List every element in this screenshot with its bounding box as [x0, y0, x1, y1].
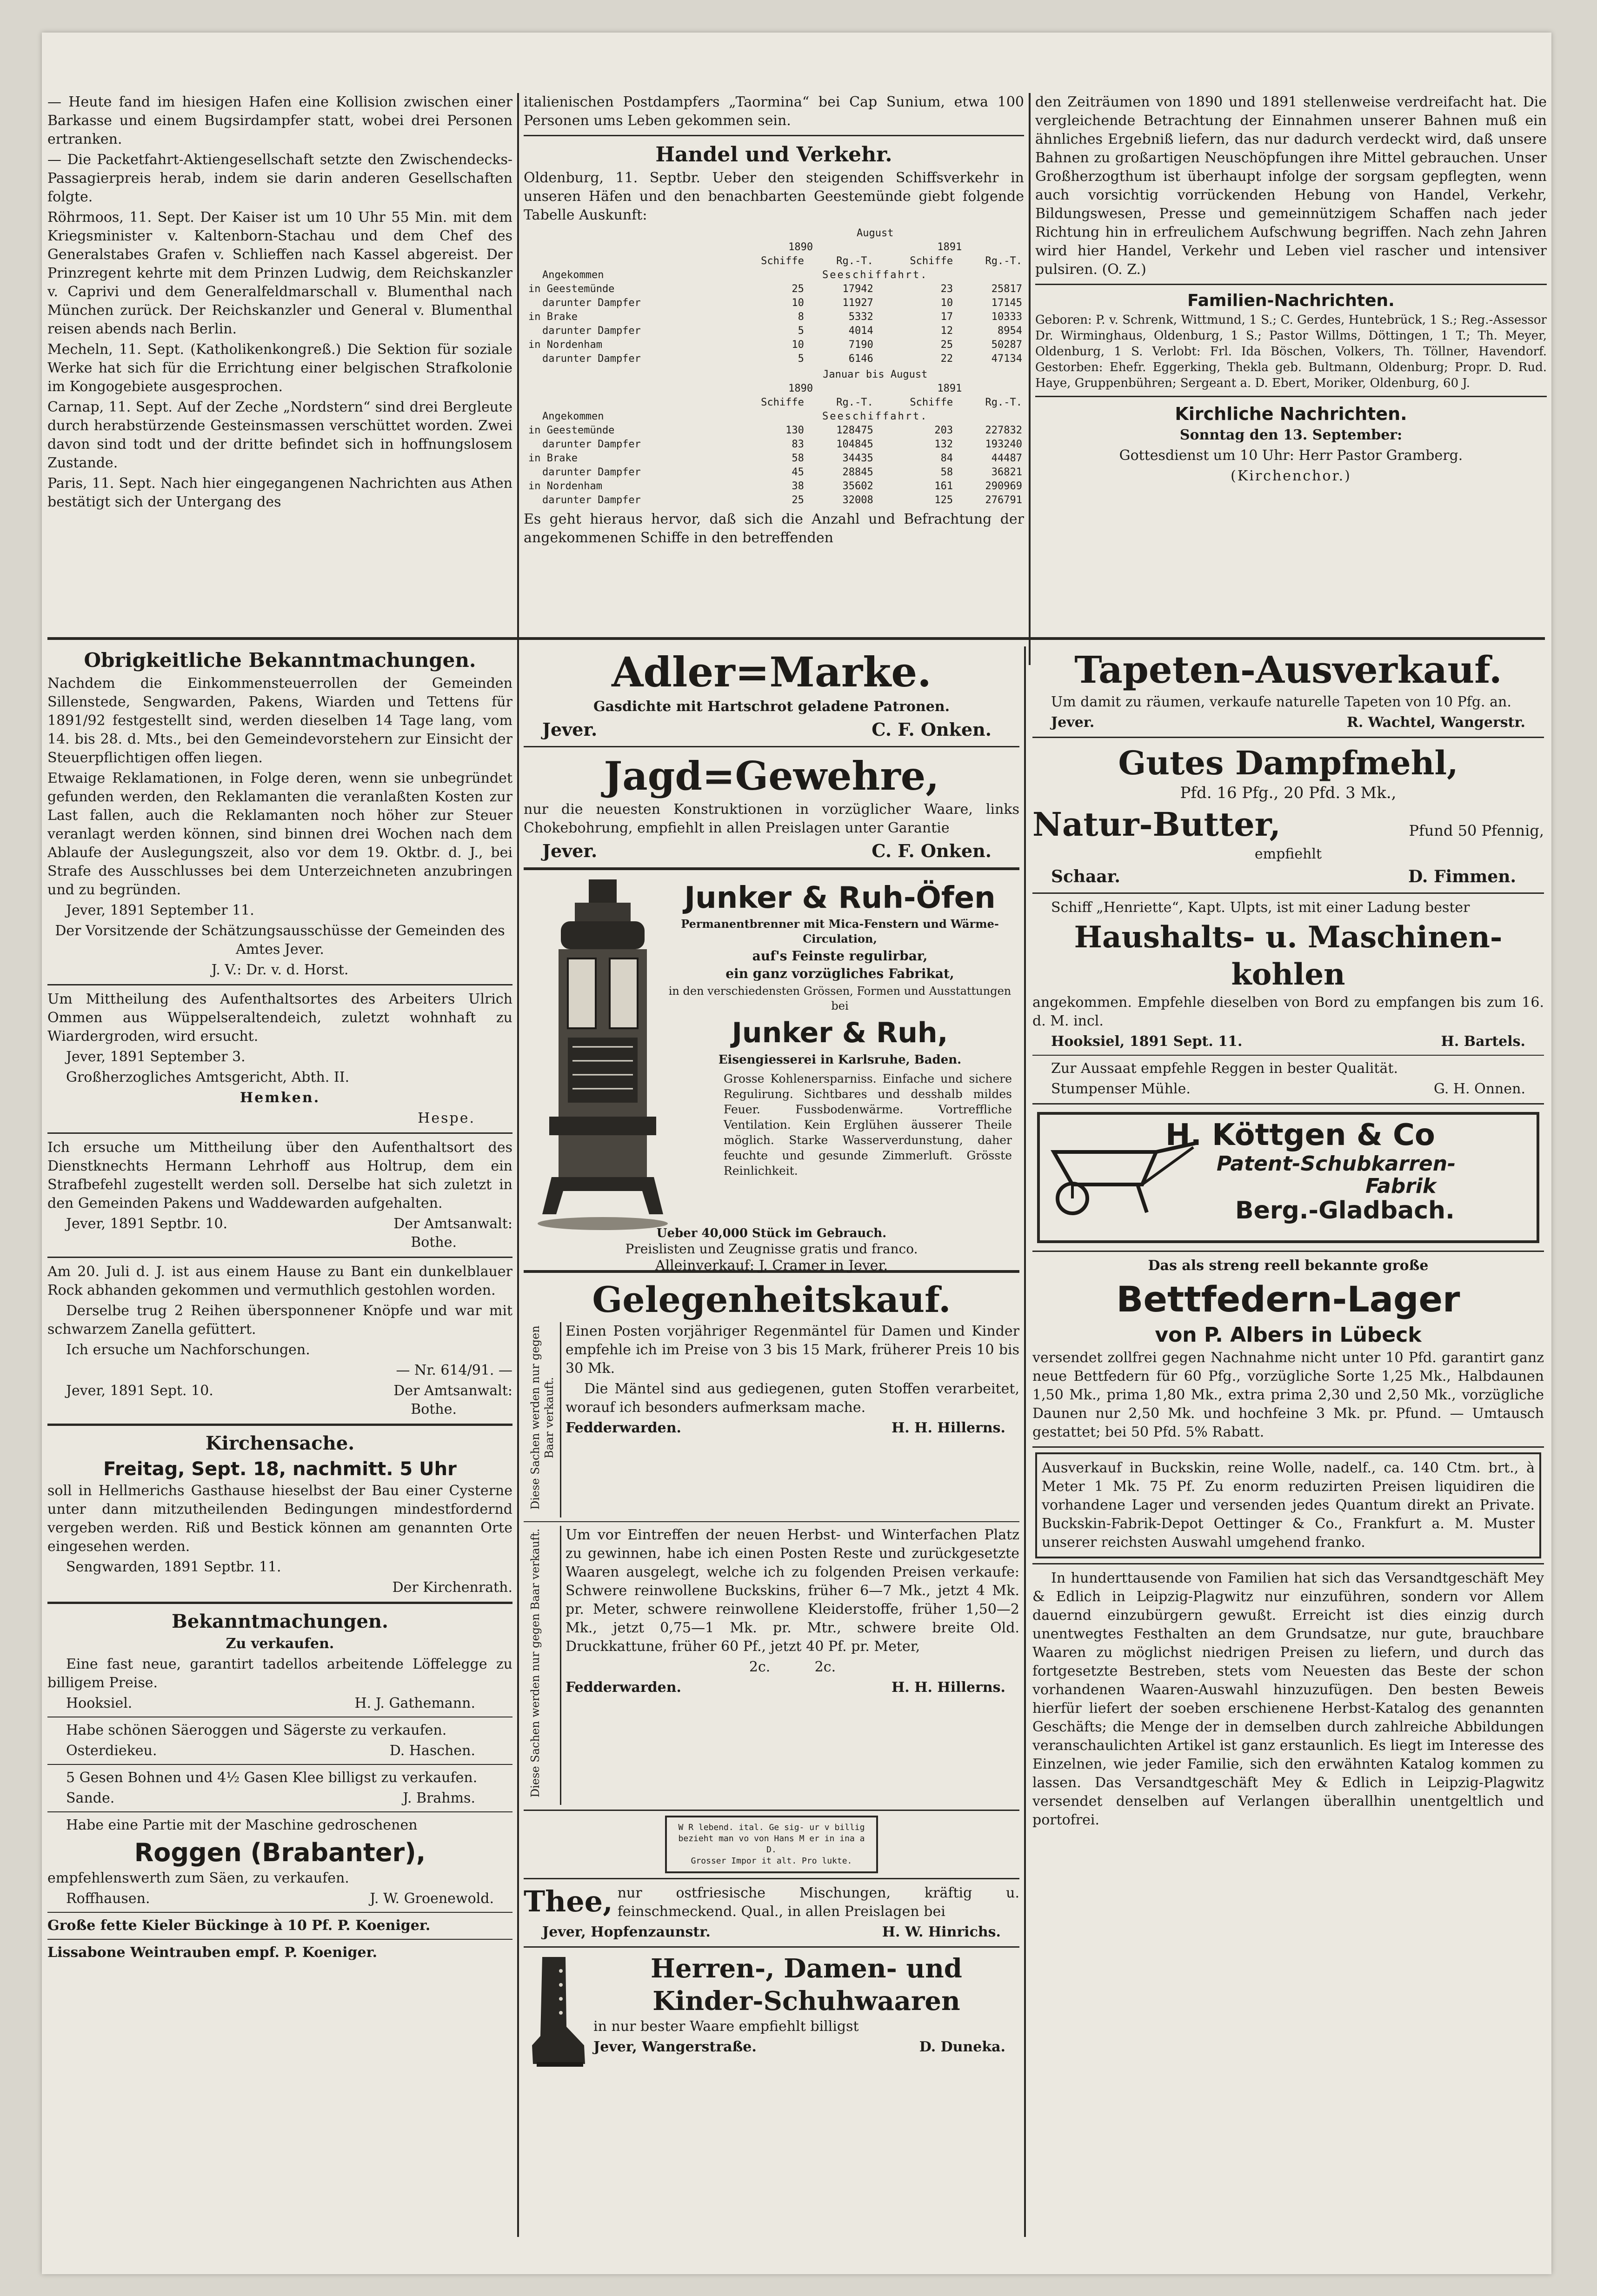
ad-text: Habe eine Partie mit der Maschine gedroschenen: [66, 1817, 418, 1833]
subheading: Zu verkaufen.: [226, 1636, 334, 1652]
news-paragraph: Carnap, 11. Sept. Auf der Zeche „Nordstern“ sind drei Bergleute durch herabstürzende Gesteinsmassen verschüttet worden. Zwei davon sind todt und der dritte befindet sich in hoffnungslosem Zustande.: [47, 399, 512, 471]
divider: [1032, 1563, 1544, 1564]
table-cell: 10: [792, 339, 804, 351]
table-cell: 5: [798, 353, 804, 365]
table-sub: Seeschiffahrt.: [822, 411, 928, 422]
handel-outro: Es geht hieraus hervor, daß sich die Anzahl und Befrachtung der angekommenen Schiffe in den betreffenden: [524, 511, 1024, 546]
news-paragraph: Mecheln, 11. Sept. (Katholikenkongreß.) Die Sektion für soziale Werke hat sich für die Errichtung einer belgischen Strafkolonie im Kongogebiete ausgesprochen.: [47, 341, 512, 395]
table-row: [524, 466, 1024, 479]
ad-koettgen: [1037, 1112, 1539, 1243]
ad-name: H. W. Hinrichs.: [882, 1924, 1001, 1940]
handel-intro: Oldenburg, 11. Septbr. Ueber den steigenden Schiffsverkehr in unseren Häfen und den benachbarten Geestemünde giebt folgende Tabelle Auskunft:: [524, 170, 1024, 223]
ad-gelegenheit-2: [524, 1526, 1019, 1805]
ad-name: R. Wachtel, Wangerstr.: [1346, 714, 1525, 731]
ad-footer: [524, 1923, 1019, 1942]
notice-signer: Der Kirchenrath.: [392, 1579, 512, 1596]
top-column-1: [47, 93, 512, 660]
col-head: Rg.-T.: [985, 255, 1022, 267]
news-paragraph: Paris, 11. Sept. Nach hier eingegangenen Nachrichten aus Athen bestätigt sich der Untergang des: [47, 475, 512, 510]
ad-junker-name: Junker & Ruh,: [732, 1017, 948, 1049]
ad-butter: [1032, 804, 1544, 845]
ad-thee: [524, 1884, 1019, 1923]
ad-place: Osterdiekeu.: [66, 1743, 157, 1759]
divider: [1032, 1446, 1544, 1448]
table-cell: 12: [940, 325, 953, 337]
news-paragraph: — Heute fand im hiesigen Hafen eine Kollision zwischen einer Barkasse und einem Bugsirdampfer statt, wobei drei Personen ertranken.: [47, 94, 512, 147]
table-cell: 36821: [991, 466, 1022, 478]
table-cell: 10333: [991, 311, 1022, 323]
notice-number: — Nr. 614/91. —: [396, 1362, 512, 1378]
ad-koettgen-line: Patent-Schubkarren-: [1217, 1152, 1456, 1176]
ad-buckskin: [1035, 1452, 1541, 1558]
row-label: Angekommen: [542, 269, 604, 281]
ad-junker: [524, 875, 1019, 1274]
table-row: [524, 452, 1024, 466]
ad-place: Fedderwarden.: [566, 1679, 681, 1696]
divider: [47, 984, 512, 985]
ad-wine-line: bezieht man vo von Hans M er in ina a D.: [678, 1834, 865, 1855]
ad-junker-line: Permanentbrenner mit Mica-Fenstern und Wärme-Circulation,: [681, 917, 999, 945]
divider: [47, 1912, 512, 1913]
newspaper-page: [42, 33, 1551, 2274]
ad-gelegenheit-title: Gelegenheitskauf.: [592, 1279, 951, 1320]
table-cell: 25: [792, 494, 804, 506]
ad-junker-line: Ueber 40,000 Stück im Gebrauch.: [656, 1226, 887, 1240]
row-label: in Geestemünde: [528, 283, 615, 295]
notice-signer: Bothe.: [411, 1234, 457, 1251]
table-cell: 45: [792, 466, 804, 478]
ad-text: Um damit zu räumen, verkaufe naturelle Tapeten von 10 Pfg. an.: [1051, 694, 1511, 710]
year-1890: 1890: [788, 241, 813, 253]
column-divider: [1024, 646, 1026, 2237]
row-label: in Nordenham: [528, 480, 602, 492]
col-head: Schiffe: [761, 397, 804, 408]
row-label: darunter Dampfer: [542, 325, 641, 337]
ad-footer: [47, 1890, 512, 1908]
ad-text: 5 Gesen Bohnen und 4½ Gasen Klee billigst zu verkaufen.: [66, 1770, 478, 1786]
notice-signer: Großherzogliches Amtsgericht, Abth. II.: [66, 1069, 350, 1085]
table-row: [524, 479, 1024, 493]
table-cell: 22: [940, 353, 953, 365]
table-cell: 25817: [991, 283, 1022, 295]
ad-junker-line: in den verschiedensten Grössen, Formen und Ausstattungen bei: [668, 985, 1011, 1012]
notice-signer: J. V.: Dr. v. d. Horst.: [211, 962, 349, 978]
table-cell: 44487: [991, 453, 1022, 464]
ad-place: Hooksiel.: [66, 1695, 133, 1711]
ad-bett-title: Bettfedern-Lager: [1116, 1278, 1460, 1320]
table-cell: 32008: [842, 494, 873, 506]
column-divider: [517, 93, 519, 665]
column-divider: [1029, 93, 1031, 665]
cash-only-note: Diese Sachen werden nur gegen Baar verkauft.: [529, 1528, 542, 1798]
row-label: darunter Dampfer: [542, 297, 641, 309]
ad-junker-line: Preislisten und Zeugnisse gratis und franco.: [625, 1241, 918, 1257]
top-column-3: [1035, 93, 1547, 665]
table-row: [524, 438, 1024, 452]
divider: [47, 1132, 512, 1134]
ad-koettgen-line: Fabrik: [1365, 1174, 1437, 1198]
heading-obrigkeitlich: Obrigkeitliche Bekanntmachungen.: [84, 649, 476, 672]
table-row: [524, 493, 1024, 507]
col-head: Rg.-T.: [836, 397, 873, 408]
top-column-2: [524, 93, 1024, 665]
table-cell: 84: [940, 453, 953, 464]
ad-place: Jever, Hopfenzaunstr.: [542, 1924, 711, 1940]
ad-text: In hunderttausende von Familien hat sich das Versandtgeschäft Mey & Edlich in Leipzig-Plagwitz nur einzuführen, sondern vor Allem dauernd einzubürgern gewußt. Erreicht ist dies einzig durch unentwegtes Festhalten an dem Grundsatze, nur gute, brauchbare Waaren zu möglichst niedrigen Preisen zu liefern, und durch das fortgesetzte Bestreben, stets vom Neuesten das Beste der schon vorhandenen Waaren-Auswahl hinzuzufügen. Den besten Beweis hierfür liefert der soeben erschienene Herbst-Katalog des genannten Geschäfts; die Menge der in demselben durch zahlreiche Abbildungen veranschaulichten Artikel ist ganz erstaunlich. Es liegt im Interesse des Einzelnen, wie jeder Familie, sich den erwähnten Katalog kommen zu lassen. Das Versandtgeschäft Mey & Edlich in Leipzig-Plagwitz versendet denselben auf Verlangen überallhin unentgeltlich und portofrei.: [1032, 1570, 1544, 1828]
ad-text: Einen Posten vorjähriger Regenmäntel für Damen und Kinder empfehle ich im Preise von 3 bis 15 Mark, früherer Preis 10 bis 30 Mk.: [566, 1323, 1019, 1377]
row-label: darunter Dampfer: [542, 439, 641, 450]
ad-thee-word: Thee,: [524, 1884, 613, 1918]
ad-name: C. F. Onken.: [872, 840, 991, 861]
notice-footer: [47, 1215, 512, 1233]
ad-junker-line: Eisengiesserei in Karlsruhe, Baden.: [718, 1053, 962, 1067]
ad-place: Jever.: [1051, 714, 1095, 731]
notice-text: Um Mittheilung des Aufenthaltsortes des Arbeiters Ulrich Ommen aus Wüppelseraltendeich, zuletzt wohnhaft zu Wiardergroden, wird ersucht.: [47, 991, 512, 1045]
divider: [47, 1602, 512, 1604]
ad-koettgen-name: H. Köttgen & Co: [1165, 1118, 1435, 1152]
ad-footer: [1032, 713, 1544, 732]
ad-text: Habe schönen Säeroggen und Sägerste zu verkaufen.: [66, 1722, 447, 1738]
table-cell: 8: [798, 311, 804, 323]
table-cell: 83: [792, 439, 804, 450]
table-cell: 227832: [985, 425, 1022, 436]
table-cell: 4014: [848, 325, 873, 337]
kirchlich-line: Gottesdienst um 10 Uhr: Herr Pastor Gramberg.: [1119, 447, 1463, 464]
ad-text: Zur Aussaat empfehle Reggen in bester Qualität.: [1051, 1060, 1398, 1077]
inner-divider: [560, 1526, 561, 1805]
col-head: Schiffe: [910, 255, 953, 267]
notice-date: Jever, 1891 Septbr. 10.: [66, 1216, 228, 1232]
section-divider: [47, 637, 1545, 640]
ad-text: empfehlenswerth zum Säen, zu verkaufen.: [47, 1870, 349, 1886]
table-cell: 290969: [985, 480, 1022, 492]
ad-tapeten-title: Tapeten-Ausverkauf.: [1074, 648, 1502, 692]
col-head: Rg.-T.: [836, 255, 873, 267]
ad-name: H. Bartels.: [1441, 1033, 1525, 1050]
divider: [1035, 396, 1547, 397]
ad-text: Das als streng reell bekannte große: [1148, 1258, 1429, 1274]
divider: [524, 1878, 1019, 1879]
divider: [47, 1811, 512, 1812]
ad-place: Schaar.: [1051, 867, 1120, 886]
ad-jagd-title: Jagd=Gewehre,: [604, 753, 939, 799]
table-cell: 25: [792, 283, 804, 295]
table-cell: 25: [940, 339, 953, 351]
bottom-column-2: [524, 646, 1019, 2265]
table-cell: 17: [940, 311, 953, 323]
table-sub: Seeschiffahrt.: [822, 269, 928, 281]
table-row: [524, 352, 1024, 366]
ad-name: J. Brahms.: [403, 1790, 475, 1806]
divider: [1035, 284, 1547, 285]
kirchensache-date: Freitag, Sept. 18, nachmitt. 5 Uhr: [103, 1458, 457, 1480]
notice-footer: [47, 1382, 512, 1400]
table-cell: 5332: [848, 311, 873, 323]
ad-junker-title: Junker & Ruh-Öfen: [684, 881, 996, 915]
news-paragraph: den Zeiträumen von 1890 und 1891 stellenweise verdreifacht hat. Die vergleichende Betrachtung der Einnahmen unserer Bahnen muß ein ähnliches Ergebniß liefern, das nur dadurch verdeckt wird, daß unsere Bahnen zu großartigen Neuschöpfungen ihre Mittel gebrauchen. Unser Großherzogthum ist überhaupt infolge der sorgsam gepflegten, wenn auch vorsichtig vorrückenden Hebung von Handel, Verkehr, Bildungswesen, Presse und gemeinnützigem Schaffen nach jeder Richtung hin in erfreulichem Aufschwung begriffen. Nach zehn Jahren wird hier Handel, Verkehr und Leben viel rascher und intensiver pulsiren. (O. Z.): [1035, 94, 1547, 278]
notice-date: Sengwarden, 1891 Septbr. 11.: [66, 1559, 281, 1575]
ad-text: nur die neuesten Konstruktionen in vorzüglicher Waare, links Chokebohrung, empfiehlt in allen Preislagen unter Garantie: [524, 801, 1019, 836]
table-cell: 7190: [848, 339, 873, 351]
ad-place: Fedderwarden.: [566, 1420, 681, 1436]
ad-junker-desc: Grosse Kohlenersparniss. Einfache und sichere Regulirung. Sichtbares und desshalb mildes Feuer. Fussbodenwärme. Vortreffliche Ventilation. Kein Erglühen äusserer Theile möglich. Starke Wasserverdunstung, daher feuchte und gesunde Zimmerluft. Grösste Reinlichkeit.: [724, 1072, 1012, 1178]
table-cell: 35602: [842, 480, 873, 492]
table-row: [524, 324, 1024, 338]
table-cell: 58: [940, 466, 953, 478]
ad-koettgen-line: Berg.-Gladbach.: [1235, 1197, 1455, 1225]
ad-wine: [665, 1816, 878, 1873]
divider: [524, 1521, 1019, 1522]
ad-text: Ausverkauf in Buckskin, reine Wolle, nadelf., ca. 140 Ctm. brt., à Meter 1 Mk. 75 Pf. Zu enorm reduzirten Preisen liquidiren die vorhandene Lager und versenden jedes Quantum direkt an Private. Buckskin-Fabrik-Depot Oettinger & Co., Frankfurt a. M. Muster unserer reichsten Auswahl umgehend franko.: [1042, 1460, 1535, 1551]
ad-footer: [593, 2038, 1019, 2056]
ad-text: in nur bester Waare empfiehlt billigst: [593, 2018, 859, 2035]
notice-text: soll in Hellmerichs Gasthause hieselbst der Bau einer Cysterne unter dann mitzutheilenden Bedingungen mindestfordernd vergeben werden. Riß und Bestick können am genannten Orte eingesehen werden.: [47, 1483, 512, 1555]
ad-butter-title: Natur-Butter,: [1032, 805, 1281, 844]
row-label: darunter Dampfer: [542, 494, 641, 506]
ad-etc: 2c. 2c.: [749, 1659, 836, 1675]
ad-text: Die Mäntel sind aus gediegenen, guten Stoffen verarbeitet, worauf ich besonders aufmerksam mache.: [566, 1381, 1019, 1416]
ad-name: D. Fimmen.: [1408, 867, 1516, 886]
table-cell: 104845: [836, 439, 873, 450]
ad-adler-sub: Gasdichte mit Hartschrot geladene Patronen.: [593, 699, 950, 715]
ad-schuh: [524, 1952, 1019, 2056]
ad-name: G. H. Onnen.: [1433, 1081, 1525, 1097]
ad-place: Jever, Wangerstraße.: [593, 2039, 757, 2055]
ad-junker-line: Alleinverkauf: J. Cramer in Jever.: [655, 1258, 888, 1274]
row-label: in Geestemünde: [528, 425, 615, 436]
cash-only-note: Diese Sachen werden nur gegen Baar verkauft.: [529, 1325, 556, 1510]
table-cell: 8954: [998, 325, 1022, 337]
table-cell: 5: [798, 325, 804, 337]
notice-text: Derselbe trug 2 Reihen übersponnener Knöpfe und war mit schwarzem Zanella gefüttert.: [47, 1303, 512, 1338]
ad-schuh-title: Kinder-Schuhwaaren: [652, 1986, 960, 2016]
notice-signer: Bothe.: [411, 1401, 457, 1418]
table-row: [524, 310, 1024, 324]
divider: [524, 1946, 1019, 1948]
ad-text: Um vor Eintreffen der neuen Herbst- und Winterfachen Platz zu gewinnen, habe ich einen Posten Reste und zurückgesetzte Waaren ausgelegt, welche ich zu folgenden Preisen verkaufe: Schwere reinwollene Buckskins, früher 6—7 Mk., jetzt 4 Mk. pr. Meter, schwere reinwollene Kleiderstoffe, früher 1,50—2 Mk., jetzt 0,75—1 Mk. pr. Mtr., schwere breite Old. Druckkattune, früher 60 Pf., jetzt 40 Pf. pr. Meter,: [566, 1527, 1019, 1655]
year-1891: 1891: [937, 241, 962, 253]
inner-divider: [560, 1322, 561, 1517]
table-row: [524, 338, 1024, 352]
row-label: Angekommen: [542, 411, 604, 422]
table-month: August: [857, 227, 894, 239]
table-cell: 193240: [985, 439, 1022, 450]
ad-text: Eine fast neue, garantirt tadellos arbeitende Löffelegge zu billigem Preise.: [47, 1656, 512, 1691]
ad-footer: [47, 1694, 512, 1713]
ad-name: H. J. Gathemann.: [354, 1695, 475, 1711]
ad-footer: [47, 1742, 512, 1760]
ad-place: Jever.: [542, 719, 598, 740]
table-cell: 47134: [991, 353, 1022, 365]
ad-place: Hooksiel, 1891 Sept. 11.: [1051, 1033, 1243, 1050]
news-paragraph: — Die Packetfahrt-Aktiengesellschaft setzte den Zwischendecks-Passagierpreis herab, indem sie darin anderen Gesellschaften folgte.: [47, 152, 512, 205]
stove-illustration: [533, 879, 672, 1233]
ad-text: empfiehlt: [1254, 846, 1322, 862]
table-cell: 6146: [848, 353, 873, 365]
familien-text: Geboren: P. v. Schrenk, Wittmund, 1 S.; C. Gerdes, Huntebrück, 1 S.; Reg.-Assessor Dr. Wirminghaus, Oldenburg, 1 S.; Pastor Willms, Döttingen, 1 T.; Th. Meyer, Oldenburg, 1 S. Verlobt: Frl. Ida Böschen, Volkers, Th. Töllner, Havendorf. Gestorben: Ehefr. Eggerking, Thekla geb. Bultmann, Oldenburg; Propr. D. Rud. Haye, Gruppenbühren; Sergeant a. D. Ebert, Moriker, Oldenburg, 60 J.: [1035, 313, 1547, 390]
ad-wine-line: W R lebend. ital. Ge sig- ur v billig: [678, 1823, 865, 1832]
table-cell: 125: [934, 494, 953, 506]
table-cell: 128475: [836, 425, 873, 436]
row-label: in Brake: [528, 311, 578, 323]
table-row: [524, 296, 1024, 310]
kirchlich-line: (Kirchenchor.): [1231, 468, 1351, 484]
col-head: Rg.-T.: [985, 397, 1022, 408]
bottom-column-3: [1032, 646, 1544, 2265]
table-cell: 276791: [985, 494, 1022, 506]
divider: [47, 1424, 512, 1426]
ad-place: Roffhausen.: [66, 1890, 150, 1907]
ad-adler-title: Adler=Marke.: [612, 648, 932, 696]
divider: [524, 135, 1024, 136]
table-cell: 10: [940, 297, 953, 309]
ad-text: angekommen. Empfehle dieselben von Bord zu empfangen bis zum 16. d. M. incl.: [1032, 994, 1544, 1029]
notice-signer: Hespe.: [418, 1110, 475, 1126]
ad-name: D. Duneka.: [919, 2039, 1005, 2055]
table-cell: 58: [792, 453, 804, 464]
ad-headline: Roggen (Brabanter),: [134, 1838, 426, 1867]
table-cell: 203: [934, 425, 953, 436]
shipping-table-jan-aug: [524, 368, 1024, 507]
notice-date: Jever, 1891 September 11.: [66, 902, 254, 918]
col-head: Schiffe: [910, 397, 953, 408]
ad-junker-line: auf's Feinste regulirbar,: [752, 948, 928, 964]
ad-kohlen-title: Haushalts- u. Maschinen-: [1074, 920, 1503, 955]
ad-name: H. H. Hillerns.: [891, 1420, 1005, 1436]
ad-place: Jever.: [542, 840, 598, 861]
ad-text: nur ostfriesische Mischungen, kräftig u. feinschmeckend. Qual., in allen Preislagen bei: [617, 1885, 1019, 1920]
table-cell: 11927: [842, 297, 873, 309]
ad-gelegenheit-1: [524, 1322, 1019, 1517]
ad-footer: [524, 839, 1019, 863]
divider: [524, 867, 1019, 870]
year-1891: 1891: [937, 383, 962, 394]
divider: [47, 1764, 512, 1765]
boot-icon: [524, 1952, 589, 2073]
divider: [1032, 1055, 1544, 1056]
notice-text: Nachdem die Einkommensteuerrollen der Gemeinden Sillenstede, Sengwarden, Pakens, Wiarden und Tettens für 1891/92 festgestellt sind, werden dieselben 14 Tage lang, vom 14. bis 28. d. Mts., bei den Gemeindevorstehern zur Einsicht der Steuerpflichtigen offen liegen.: [47, 675, 512, 766]
ad-dampfmehl-title: Gutes Dampfmehl,: [1118, 744, 1458, 782]
ad-bett-from: von P. Albers in Lübeck: [1155, 1323, 1422, 1347]
ad-footer: [566, 1678, 1019, 1697]
table-cell: 38: [792, 480, 804, 492]
news-paragraph: Röhrmoos, 11. Sept. Der Kaiser ist um 10 Uhr 55 Min. mit dem Kriegsminister v. Kaltenborn-Stachau und dem Chef des Generalstabes Grafen v. Schlieffen nach Kassel abgereist. Der Prinzregent kehrte mit dem Prinzen Ludwig, dem Reichskanzler v. Caprivi und dem Generalfeldmarschall v. Blumenthal nach München zurück. Der Reichskanzler und General v. Blumenthal reisen abends nach Berlin.: [47, 209, 512, 337]
ad-wine-line: Grosser Impor it alt. Pro lukte.: [691, 1856, 852, 1866]
table-cell: 34435: [842, 453, 873, 464]
ad-name: H. H. Hillerns.: [891, 1679, 1005, 1696]
year-1890: 1890: [788, 383, 813, 394]
table-cell: 17942: [842, 283, 873, 295]
col-head: Schiffe: [761, 255, 804, 267]
ad-footer: [524, 718, 1019, 741]
ad-schuh-title: Herren-, Damen- und: [651, 1953, 962, 1984]
ad-text: Große fette Kieler Bückinge à 10 Pf. P. Koeniger.: [47, 1917, 431, 1934]
table-cell: 130: [785, 425, 804, 436]
ad-footer: [1032, 865, 1544, 888]
divider: [47, 1257, 512, 1258]
notice-date: Jever, 1891 Sept. 10.: [66, 1383, 213, 1399]
table-month: Januar bis August: [823, 369, 928, 380]
divider: [1032, 892, 1544, 894]
divider: [1032, 1251, 1544, 1252]
ad-butter-price: Pfund 50 Pfennig,: [1409, 822, 1544, 839]
kirchlich-line: Sonntag den 13. September:: [1179, 427, 1403, 443]
notice-date: Jever, 1891 September 3.: [66, 1049, 246, 1065]
ad-footer: [1032, 1032, 1544, 1051]
ad-text: Pfd. 16 Pfg., 20 Pfd. 3 Mk.,: [1180, 784, 1397, 802]
table-cell: 23: [940, 283, 953, 295]
heading-bekanntmachungen: Bekanntmachungen.: [172, 1611, 388, 1632]
row-label: in Nordenham: [528, 339, 602, 351]
section-heading-handel: Handel und Verkehr.: [655, 143, 892, 166]
table-cell: 132: [934, 439, 953, 450]
ad-name: C. F. Onken.: [872, 719, 991, 740]
ad-text: Lissabone Weintrauben empf. P. Koeniger.: [47, 1944, 378, 1961]
divider: [1032, 1103, 1544, 1105]
table-cell: 17145: [991, 297, 1022, 309]
table-cell: 161: [934, 480, 953, 492]
notice-text: Ich ersuche um Mittheilung über den Aufenthaltsort des Dienstknechts Hermann Lehrhoff aus Holtrup, dem ein Strafbefehl zugestellt werden soll. Derselbe hat sich zuletzt in den Gemeinden Pakens und Waddewarden aufgehalten.: [47, 1139, 512, 1211]
table-row: [524, 424, 1024, 438]
table-cell: 50287: [991, 339, 1022, 351]
table-row: [524, 282, 1024, 296]
notice-signer: Der Amtsanwalt:: [393, 1383, 512, 1399]
notice-signer: Der Amtsanwalt:: [393, 1216, 512, 1232]
ad-place: Sande.: [66, 1790, 115, 1806]
row-label: darunter Dampfer: [542, 353, 641, 365]
notice-text: Ich ersuche um Nachforschungen.: [66, 1342, 310, 1358]
ad-name: J. W. Groenewold.: [370, 1890, 494, 1907]
divider: [1032, 737, 1544, 738]
notice-signer: Hemken.: [240, 1090, 320, 1106]
ad-place: Stumpenser Mühle.: [1051, 1081, 1191, 1097]
heading-kirchensache: Kirchensache.: [205, 1432, 355, 1454]
shipping-table-august: [524, 226, 1024, 366]
divider: [47, 1939, 512, 1940]
divider: [524, 1810, 1019, 1811]
table-cell: 10: [792, 297, 804, 309]
ad-text: Schiff „Henriette“, Kapt. Ulpts, ist mit einer Ladung bester: [1051, 899, 1470, 916]
section-heading-familien: Familien-Nachrichten.: [1187, 291, 1395, 310]
ad-footer: [566, 1419, 1019, 1437]
notice-text: Am 20. Juli d. J. ist aus einem Hause zu Bant ein dunkelblauer Rock abhanden gekommen und vermuthlich gestohlen worden.: [47, 1264, 512, 1298]
ad-footer: [1032, 1080, 1544, 1098]
section-heading-kirchlich: Kirchliche Nachrichten.: [1175, 404, 1407, 424]
ad-text: versendet zollfrei gegen Nachnahme nicht unter 10 Pfd. garantirt ganz neue Bettfedern für 60 Pfg., vorzügliche Sorte 1,25 Mk., Halbdaunen 1,50 Mk., prima 1,80 Mk., extra prima 2,30 und 2,50 Mk., vorzügliche Daunen nur 2,50 Mk. und hochfeine 3 Mk. pr. Pfund. — Umtausch gestattet; bei 50 Pfd. 5% Rabatt.: [1032, 1350, 1544, 1440]
ad-kohlen-title: kohlen: [1231, 957, 1345, 992]
row-label: in Brake: [528, 453, 578, 464]
ad-junker-line: ein ganz vorzügliches Fabrikat,: [725, 966, 954, 981]
ad-name: D. Haschen.: [389, 1743, 475, 1759]
bottom-column-1: [47, 646, 512, 2265]
notice-text: Etwaige Reklamationen, in Folge deren, wenn sie unbegründet gefunden werden, den Reklamanten die veranlaßten Kosten zur Last fallen, auch die Reklamanten noch höher zur Steuer veranlagt werden können, sind binnen drei Wochen nach dem Ablaufe der Auslegungszeit, also vor dem 19. Oktbr. d. J., bei Strafe des Ausschlusses bei dem Unterzeichneten anzubringen und zu begründen.: [47, 770, 512, 898]
table-cell: 28845: [842, 466, 873, 478]
column-divider: [517, 646, 519, 2237]
ad-footer: [47, 1789, 512, 1808]
row-label: darunter Dampfer: [542, 466, 641, 478]
divider: [524, 746, 1019, 747]
news-paragraph: italienischen Postdampfers „Taormina“ bei Cap Sunium, etwa 100 Personen ums Leben gekommen sein.: [524, 94, 1024, 129]
notice-signer: Der Vorsitzende der Schätzungsausschüsse der Gemeinden des Amtes Jever.: [55, 923, 505, 958]
